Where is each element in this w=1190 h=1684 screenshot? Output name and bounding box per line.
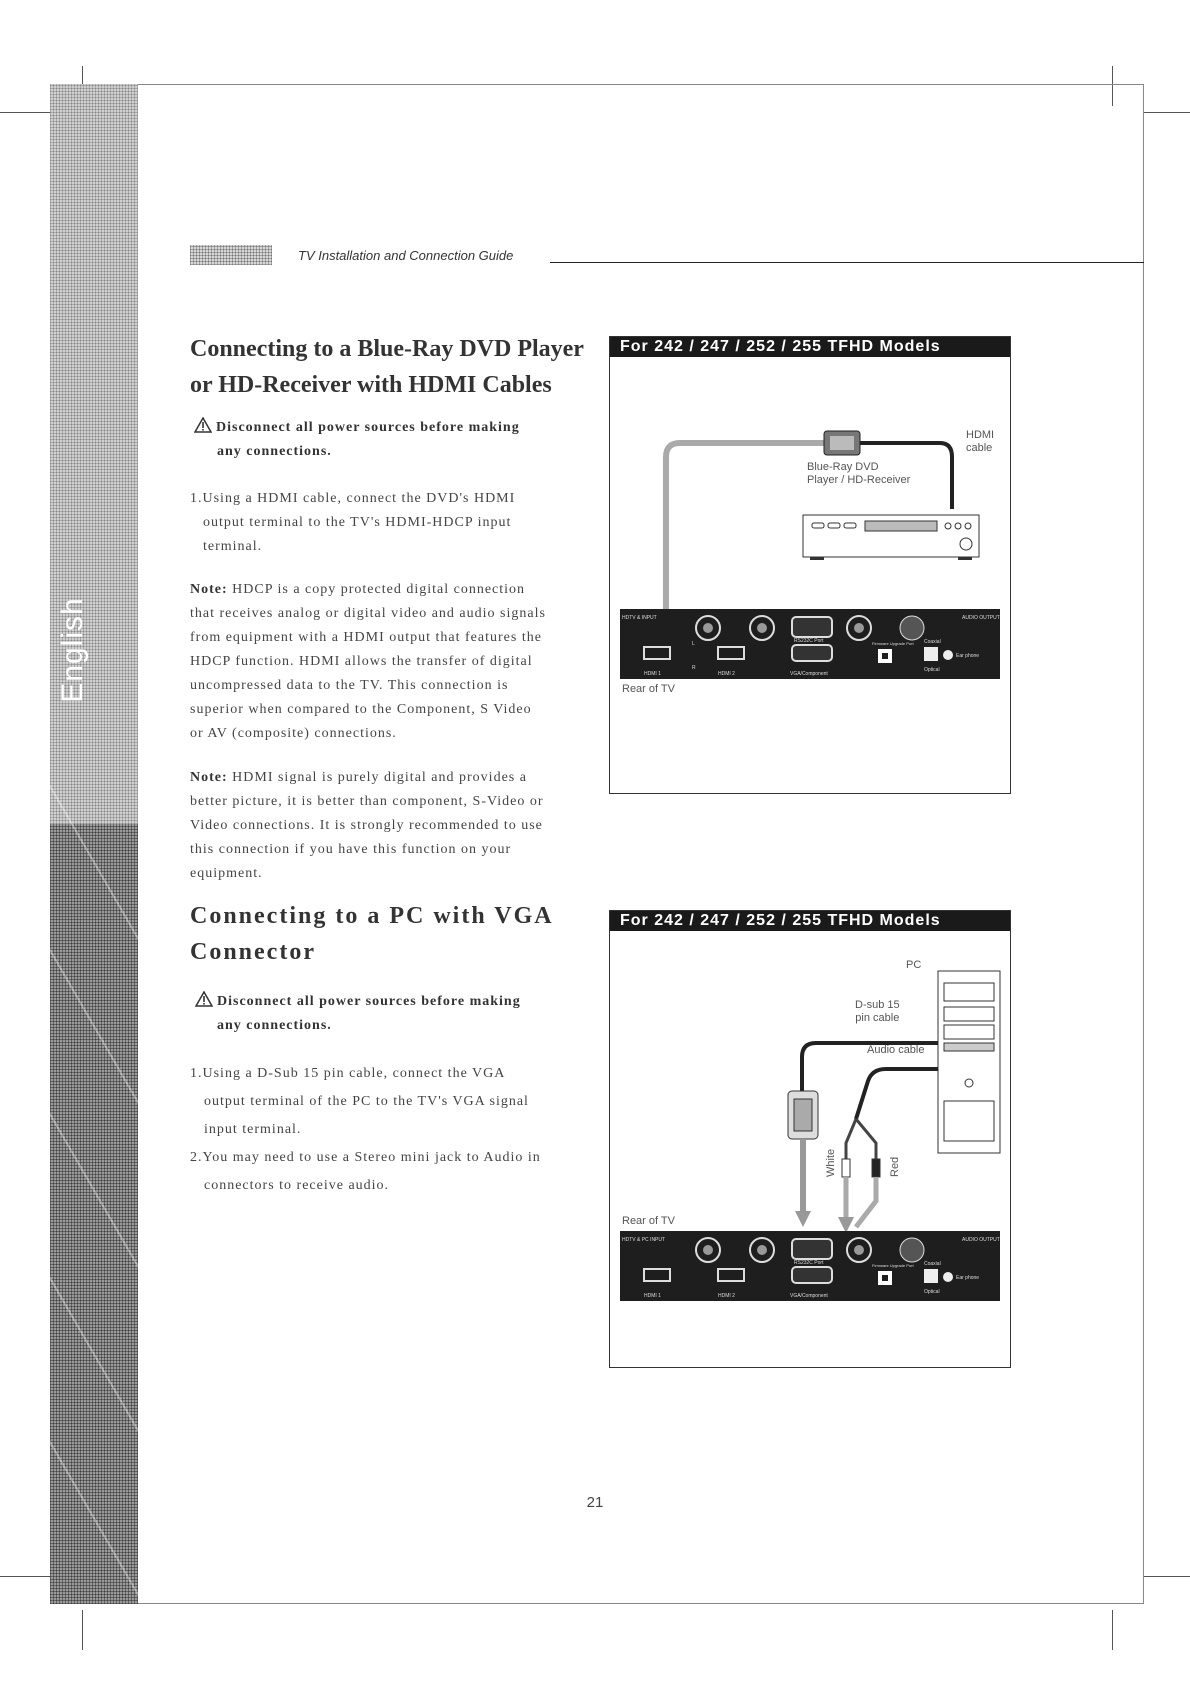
text-line: 1.Using a HDMI cable, connect the DVD's HDMI <box>190 491 516 506</box>
rs232-port <box>792 617 832 637</box>
optical-port <box>924 647 938 661</box>
pc-drive-bay <box>944 1007 994 1021</box>
text-line: superior when compared to the Component, S Video <box>190 702 532 717</box>
panel-label-earphone: Ear phone <box>956 1275 980 1281</box>
label-line: cable <box>966 442 993 454</box>
panel-label-firmware: Firmware Upgrade Port <box>872 1263 914 1268</box>
warning-line: any connections. <box>217 1018 332 1033</box>
rca-jack-pin <box>854 1245 864 1255</box>
panel-label-rs232: RS232C Port <box>794 1260 824 1266</box>
side-band <box>50 84 138 1604</box>
section2-text <box>190 898 610 1200</box>
label-line: pin cable <box>855 1012 900 1024</box>
earphone-jack <box>943 650 953 660</box>
panel-label-optical: Optical <box>924 667 940 673</box>
text-line: output terminal to the TV's HDMI-HDCP input <box>203 515 512 530</box>
section1-heading <box>190 331 610 403</box>
text-line: 2.You may need to use a Stereo mini jack to Audio in <box>190 1150 541 1165</box>
panel-label-hdmi2: HDMI 2 <box>718 671 735 677</box>
audio-cable <box>856 1069 938 1119</box>
panel-label-audio-output: AUDIO OUTPUT <box>962 615 1000 621</box>
figure2-title: For 242 / 247 / 252 / 255 TFHD Models <box>610 911 1010 931</box>
rca-plug-white <box>842 1159 850 1177</box>
text-line: Video connections. It is strongly recommended to use <box>190 818 543 833</box>
figure1 <box>609 336 1011 794</box>
warning-icon <box>195 991 213 1007</box>
note-label: Note: <box>190 770 228 785</box>
rca-jack-pin <box>703 1245 713 1255</box>
earphone-jack <box>943 1272 953 1282</box>
figure2-diagram <box>610 931 1010 1367</box>
section1-warning <box>190 416 610 464</box>
text-line: terminal. <box>203 539 263 554</box>
section2-heading <box>190 898 610 970</box>
panel-label-hdmi2: HDMI 2 <box>718 1293 735 1299</box>
text-line: HDCP function. HDMI allows the transfer of digital <box>190 654 533 669</box>
text-line: HDCP is a copy protected digital connection <box>227 582 526 597</box>
pc-label: PC <box>906 959 922 971</box>
firmware-port-slot <box>882 653 888 659</box>
crop-mark <box>0 112 50 113</box>
dsub-cable-label <box>855 999 900 1025</box>
panel-label-r: R <box>692 665 696 671</box>
audio-cable-white <box>846 1119 856 1161</box>
text-line: output terminal of the PC to the TV's VGA signal <box>204 1094 529 1109</box>
hdmi-plug-tip <box>830 436 854 450</box>
warning-icon <box>194 417 212 433</box>
section1-note1 <box>190 578 610 746</box>
rca-jack-pin <box>757 623 767 633</box>
crop-mark <box>0 1576 50 1577</box>
vga-port <box>792 1267 832 1283</box>
text-line: uncompressed data to the TV. This connection is <box>190 678 509 693</box>
vga-port <box>792 645 832 661</box>
rca-jack-pin <box>854 623 864 633</box>
section2-steps <box>190 1060 610 1200</box>
panel-label-vga: VGA/Component <box>790 671 828 677</box>
rca-jack-pin <box>703 623 713 633</box>
text-line: connectors to receive audio. <box>204 1178 390 1193</box>
coaxial-jack <box>900 616 924 640</box>
red-label: Red <box>889 1156 901 1177</box>
pc-panel <box>944 1101 994 1141</box>
crop-mark <box>82 1610 83 1650</box>
figure1-title: For 242 / 247 / 252 / 255 TFHD Models <box>610 337 1010 357</box>
rs232-port <box>792 1239 832 1259</box>
panel-label-coaxial: Coaxial <box>924 639 941 645</box>
label-line: Blue-Ray DVD <box>807 461 879 473</box>
dvd-player-label <box>807 461 910 487</box>
text-line: or AV (composite) connections. <box>190 726 397 741</box>
warning-line: Disconnect all power sources before making <box>217 994 521 1009</box>
audio-cable-red <box>856 1119 876 1161</box>
panel-label-coaxial: Coaxial <box>924 1261 941 1267</box>
label-line: Player / HD-Receiver <box>807 474 911 486</box>
side-band-pattern <box>50 784 138 1604</box>
rear-of-tv-label: Rear of TV <box>622 683 675 695</box>
text-line: HDMI signal is purely digital and provides a <box>227 770 527 785</box>
panel-label-hdmi1: HDMI 1 <box>644 671 661 677</box>
heading-line: or HD-Receiver with HDMI Cables <box>190 372 552 398</box>
cable-arrow <box>838 1217 854 1233</box>
panel-label-hdtv: HDTV & PC INPUT <box>622 1237 666 1243</box>
rear-of-tv-label: Rear of TV <box>622 1215 675 1227</box>
dvd-display <box>865 521 937 531</box>
crop-mark <box>1112 1610 1113 1650</box>
heading-line: Connector <box>190 939 316 965</box>
figure1-diagram <box>610 357 1010 793</box>
vga-plug-pins <box>794 1099 812 1131</box>
figure2 <box>609 910 1011 1368</box>
coaxial-jack <box>900 1238 924 1262</box>
panel-label-optical: Optical <box>924 1289 940 1295</box>
label-line: D-sub 15 <box>855 999 900 1011</box>
panel-label-audio-output: AUDIO OUTPUT <box>962 1237 1000 1243</box>
heading-line: Connecting to a PC with VGA <box>190 903 554 929</box>
panel-label-vga: VGA/Component <box>790 1293 828 1299</box>
dvd-foot <box>810 557 824 560</box>
rca-plug-red <box>872 1159 880 1177</box>
pc-drive-bay <box>944 1025 994 1039</box>
audio-cable-label: Audio cable <box>867 1044 925 1056</box>
warning-line: any connections. <box>217 444 332 459</box>
pc-drive-bay <box>944 983 994 1001</box>
rca-jack-pin <box>757 1245 767 1255</box>
crop-mark <box>1144 1576 1190 1577</box>
cable-arrow <box>795 1211 811 1227</box>
pc-drive-bay <box>944 1043 994 1051</box>
warning-line: Disconnect all power sources before making <box>216 420 520 435</box>
panel-label-earphone: Ear phone <box>956 653 980 659</box>
header-title: TV Installation and Connection Guide <box>298 248 514 263</box>
red-cable-drop <box>856 1177 876 1227</box>
panel-label-hdmi1: HDMI 1 <box>644 1293 661 1299</box>
header-swatch <box>190 245 272 265</box>
text-line: 1.Using a D-Sub 15 pin cable, connect the VGA <box>190 1066 506 1081</box>
dvd-foot <box>958 557 972 560</box>
side-tab-label: English <box>56 597 89 703</box>
section1-text <box>190 331 610 886</box>
text-line: from equipment with a HDMI output that features the <box>190 630 542 645</box>
crop-mark <box>1144 112 1190 113</box>
section1-note2 <box>190 766 610 886</box>
text-line: this connection if you have this function on your <box>190 842 512 857</box>
optical-port <box>924 1269 938 1283</box>
page-number: 21 <box>586 1494 604 1511</box>
panel-label-firmware: Firmware Upgrade Port <box>872 641 914 646</box>
hdmi-cable-label <box>966 429 994 455</box>
text-line: equipment. <box>190 866 263 881</box>
section2-warning <box>190 990 610 1038</box>
header-rule <box>550 262 1144 263</box>
panel-label-l: L <box>692 641 695 647</box>
note-label: Note: <box>190 582 228 597</box>
panel-label-hdtv: HDTV & INPUT <box>622 615 657 621</box>
text-line: input terminal. <box>204 1122 302 1137</box>
text-line: that receives analog or digital video and audio signals <box>190 606 546 621</box>
text-line: better picture, it is better than component, S-Video or <box>190 794 544 809</box>
heading-line: Connecting to a Blue-Ray DVD Player <box>190 336 584 362</box>
white-label: White <box>825 1148 837 1177</box>
label-line: HDMI <box>966 429 995 441</box>
panel-label-rs232: RS232C Port <box>794 638 824 644</box>
section1-step1 <box>190 487 610 559</box>
firmware-port-slot <box>882 1275 888 1281</box>
